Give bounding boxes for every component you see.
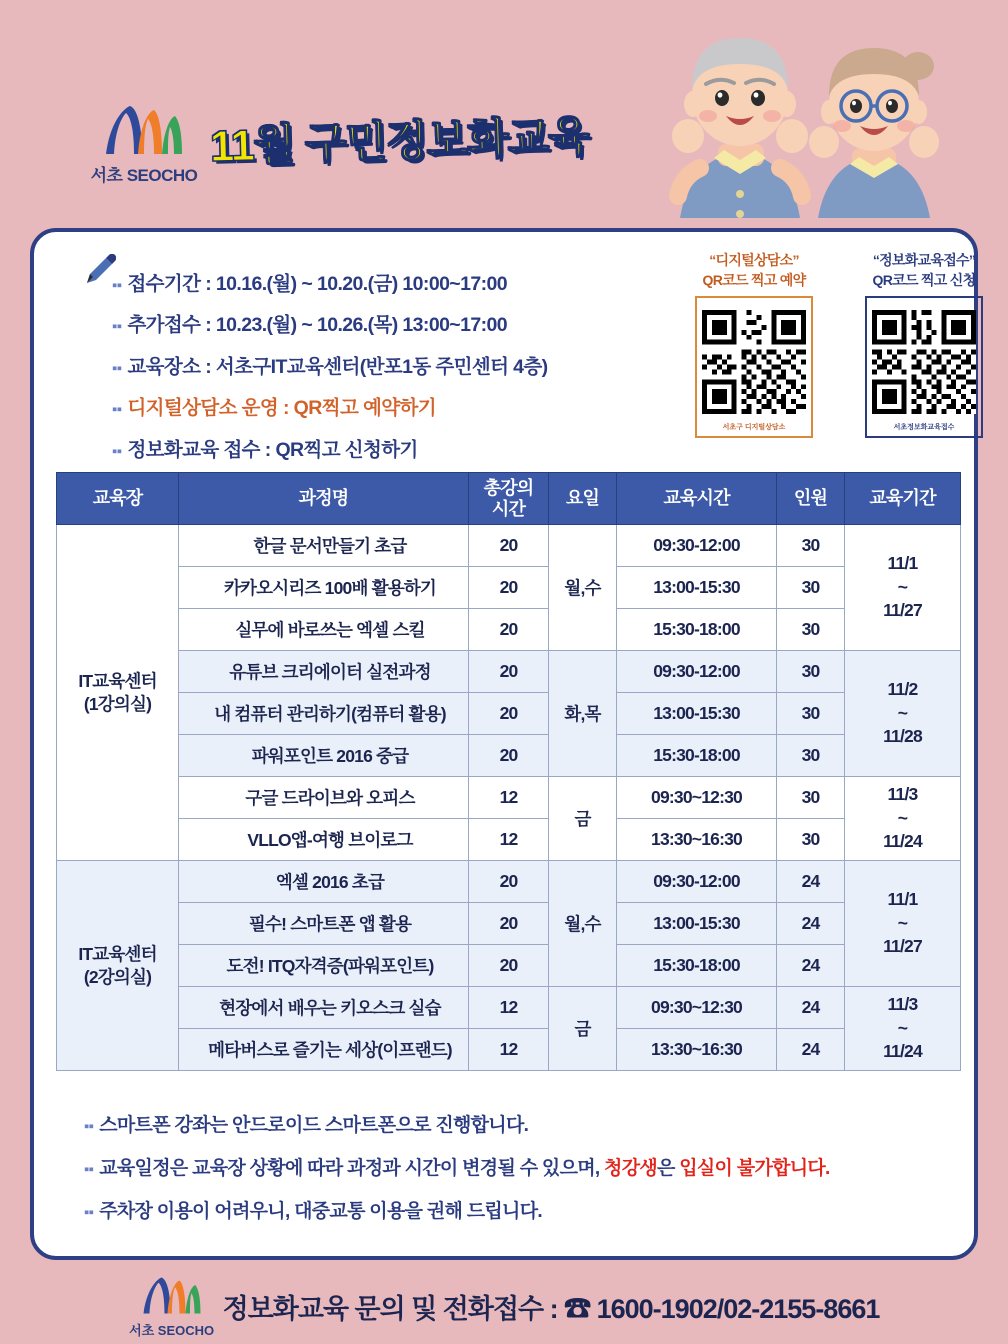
cell-time: 09:30-12:00 <box>617 525 777 567</box>
seocho-logo-footer-text: 서초 SEOCHO <box>129 1323 215 1338</box>
info-item-digital-counsel: ▪▪ 디지털상담소 운영 : QR찍고 예약하기 <box>112 397 436 420</box>
cell-hours: 20 <box>469 651 549 693</box>
period-end: 11/24 <box>883 831 922 852</box>
note-smartphone: ▪▪ 스마트폰 강좌는 안드로이드 스마트폰으로 진행합니다. <box>84 1115 529 1136</box>
cell-capacity: 30 <box>777 819 845 861</box>
cell-time: 13:00-15:30 <box>617 903 777 945</box>
bullet-icon: ▪▪ <box>112 277 122 294</box>
cell-period <box>845 651 961 777</box>
cell-period <box>845 987 961 1071</box>
table-row <box>57 819 961 861</box>
cell-days: 금 <box>549 777 617 861</box>
room-1-line2: (1강의실) <box>83 693 152 714</box>
table-row <box>57 777 961 819</box>
notes-list <box>84 1110 944 1239</box>
table-row <box>57 861 961 903</box>
qr-block-education-apply[interactable] <box>844 250 1004 438</box>
poster-footer <box>0 1268 1008 1344</box>
bullet-icon: ▪▪ <box>84 1118 94 1135</box>
period-end: 11/27 <box>883 936 922 957</box>
table-row <box>57 945 961 987</box>
note-text-highlight-1: 청강생 <box>604 1158 658 1179</box>
period-end: 11/24 <box>883 1041 922 1062</box>
table-row <box>57 693 961 735</box>
period-dash: ~ <box>897 702 908 723</box>
room-2-line1: IT교육센터 <box>78 943 157 964</box>
bullet-icon: ▪▪ <box>84 1204 94 1221</box>
bullet-icon: ▪▪ <box>112 401 122 419</box>
period-start: 11/1 <box>887 553 918 574</box>
table-row <box>57 1029 961 1071</box>
cell-hours: 20 <box>469 567 549 609</box>
period-dash: ~ <box>897 912 908 933</box>
cell-hours: 20 <box>469 735 549 777</box>
col-header-room: 교육장 <box>57 473 179 525</box>
cell-days: 화,목 <box>549 651 617 777</box>
cell-course: 메타버스로 즐기는 세상(이프랜드) <box>179 1029 469 1071</box>
room-1-line1: IT교육센터 <box>78 670 157 691</box>
cell-course: 현장에서 배우는 키오스크 실습 <box>179 987 469 1029</box>
cell-course: VLLO앱-여행 브이로그 <box>179 819 469 861</box>
poster-header <box>0 0 1008 232</box>
cell-hours: 20 <box>469 903 549 945</box>
cell-time: 09:30-12:00 <box>617 861 777 903</box>
note-parking: ▪▪ 주차장 이용이 어려우니, 대중교통 이용을 권해 드립니다. <box>84 1201 542 1222</box>
cell-hours: 12 <box>469 777 549 819</box>
cell-days: 월,수 <box>549 861 617 987</box>
period-start: 11/1 <box>887 889 918 910</box>
cell-capacity: 24 <box>777 903 845 945</box>
period-start: 11/2 <box>887 679 918 700</box>
table-row <box>57 609 961 651</box>
period-end: 11/28 <box>883 726 922 747</box>
col-header-capacity: 인원 <box>777 473 845 525</box>
cell-period <box>845 861 961 987</box>
info-item-additional-registration: ▪▪ 추가접수 : 10.23.(월) ~ 10.26.(목) 13:00~17:00 <box>112 314 507 337</box>
col-header-period: 교육기간 <box>845 473 961 525</box>
col-header-course: 과정명 <box>179 473 469 525</box>
cell-days: 금 <box>549 987 617 1071</box>
cell-hours: 20 <box>469 693 549 735</box>
seocho-logo-footer <box>129 1273 215 1339</box>
period-start: 11/3 <box>887 994 918 1015</box>
period-dash: ~ <box>897 807 908 828</box>
seocho-logo-mark <box>136 1273 208 1315</box>
table-row <box>57 651 961 693</box>
cell-time: 13:00-15:30 <box>617 567 777 609</box>
cell-capacity: 30 <box>777 777 845 819</box>
cell-capacity: 30 <box>777 651 845 693</box>
cell-course: 엑셀 2016 초급 <box>179 861 469 903</box>
cell-capacity: 30 <box>777 735 845 777</box>
footer-contact-text: 정보화교육 문의 및 전화접수 : ☎ 1600-1902/02-2155-8661 <box>222 1293 880 1324</box>
cell-course: 파워포인트 2016 중급 <box>179 735 469 777</box>
seocho-logo <box>84 100 204 186</box>
cell-course: 필수! 스마트폰 앱 활용 <box>179 903 469 945</box>
qr-caption-line2: QR코드 찍고 예약 <box>702 272 806 288</box>
cell-course: 구글 드라이브와 오피스 <box>179 777 469 819</box>
cell-capacity: 24 <box>777 987 845 1029</box>
bullet-icon: ▪▪ <box>112 318 122 336</box>
main-card <box>30 228 978 1260</box>
col-header-total-hours <box>469 473 549 525</box>
cell-capacity: 24 <box>777 861 845 903</box>
cell-time: 15:30-18:00 <box>617 735 777 777</box>
qr-block-digital-counsel[interactable] <box>674 250 834 438</box>
qr-code-image[interactable] <box>702 310 806 414</box>
cell-capacity: 30 <box>777 525 845 567</box>
cell-capacity: 30 <box>777 609 845 651</box>
elderly-couple-illustration <box>640 18 980 238</box>
table-row <box>57 903 961 945</box>
col-header-total-hours-line1: 총강의 <box>483 477 534 498</box>
col-header-total-hours-line2: 시간 <box>491 498 526 519</box>
pencil-icon <box>82 254 116 293</box>
qr-label: 서초정보화교육접수 <box>893 424 955 431</box>
info-item-education-apply: ▪▪ 정보화교육 접수 : QR찍고 신청하기 <box>112 438 418 461</box>
period-end: 11/27 <box>883 600 922 621</box>
col-header-time: 교육시간 <box>617 473 777 525</box>
cell-hours: 12 <box>469 1029 549 1071</box>
seocho-logo-mark <box>84 100 204 161</box>
cell-course: 도전! ITQ자격증(파워포인트) <box>179 945 469 987</box>
seocho-logo-text: 서초 SEOCHO <box>90 166 198 185</box>
cell-course: 실무에 바로쓰는 엑셀 스킬 <box>179 609 469 651</box>
cell-hours: 20 <box>469 525 549 567</box>
cell-period <box>845 777 961 861</box>
bullet-icon: ▪▪ <box>112 442 122 460</box>
cell-hours: 12 <box>469 819 549 861</box>
qr-frame[interactable] <box>695 296 813 438</box>
info-list <box>112 272 672 479</box>
cell-room-1 <box>57 525 179 861</box>
table-row <box>57 525 961 567</box>
table-header-row <box>57 473 961 525</box>
cell-time: 09:30~12:30 <box>617 987 777 1029</box>
cell-hours: 20 <box>469 945 549 987</box>
qr-frame[interactable] <box>865 296 983 438</box>
period-dash: ~ <box>897 576 908 597</box>
cell-time: 13:30~16:30 <box>617 819 777 861</box>
cell-room-2 <box>57 861 179 1071</box>
note-text-pre: 교육일정은 교육장 상황에 따라 과정과 시간이 변경될 수 있으며, <box>99 1158 605 1179</box>
cell-course: 내 컴퓨터 관리하기(컴퓨터 활용) <box>179 693 469 735</box>
cell-time: 13:00-15:30 <box>617 693 777 735</box>
cell-time: 15:30-18:00 <box>617 945 777 987</box>
qr-label: 서초구 디지털상담소 <box>722 424 786 431</box>
col-header-days: 요일 <box>549 473 617 525</box>
cell-hours: 20 <box>469 609 549 651</box>
cell-time: 09:30~12:30 <box>617 777 777 819</box>
cell-capacity: 24 <box>777 945 845 987</box>
qr-caption-line1: “디지털상담소” <box>709 252 799 268</box>
table-row <box>57 567 961 609</box>
info-item-registration-period: ▪▪ 접수기간 : 10.16.(월) ~ 10.20.(금) 10:00~17:00 <box>112 273 507 295</box>
qr-caption-line1: “정보화교육접수” <box>872 252 976 268</box>
cell-hours: 20 <box>469 861 549 903</box>
note-text-highlight-2: 입실이 불가합니다. <box>679 1158 830 1179</box>
cell-course: 카카오시리즈 100배 활용하기 <box>179 567 469 609</box>
bullet-icon: ▪▪ <box>112 359 122 377</box>
course-schedule-table <box>56 472 961 1071</box>
table-row <box>57 987 961 1029</box>
period-dash: ~ <box>897 1017 908 1038</box>
cell-time: 09:30-12:00 <box>617 651 777 693</box>
cell-capacity: 24 <box>777 1029 845 1071</box>
cell-capacity: 30 <box>777 567 845 609</box>
cell-days: 월,수 <box>549 525 617 651</box>
note-text-mid: 은 <box>657 1158 680 1179</box>
cell-time: 13:30~16:30 <box>617 1029 777 1071</box>
info-item-location: ▪▪ 교육장소 : 서초구IT교육센터(반포1동 주민센터 4층) <box>112 355 548 378</box>
table-row <box>57 735 961 777</box>
period-start: 11/3 <box>887 784 918 805</box>
room-2-line2: (2강의실) <box>83 966 152 987</box>
cell-course: 한글 문서만들기 초급 <box>179 525 469 567</box>
cell-hours: 12 <box>469 987 549 1029</box>
cell-course: 유튜브 크리에이터 실전과정 <box>179 651 469 693</box>
bullet-icon: ▪▪ <box>84 1161 94 1178</box>
cell-period <box>845 525 961 651</box>
cell-capacity: 30 <box>777 693 845 735</box>
page-title: 11월 구민정보화교육 <box>209 113 590 171</box>
note-schedule-change <box>84 1153 944 1180</box>
cell-time: 15:30-18:00 <box>617 609 777 651</box>
qr-caption-line2: QR코드 찍고 신청 <box>872 272 976 288</box>
qr-code-image[interactable] <box>872 310 976 414</box>
